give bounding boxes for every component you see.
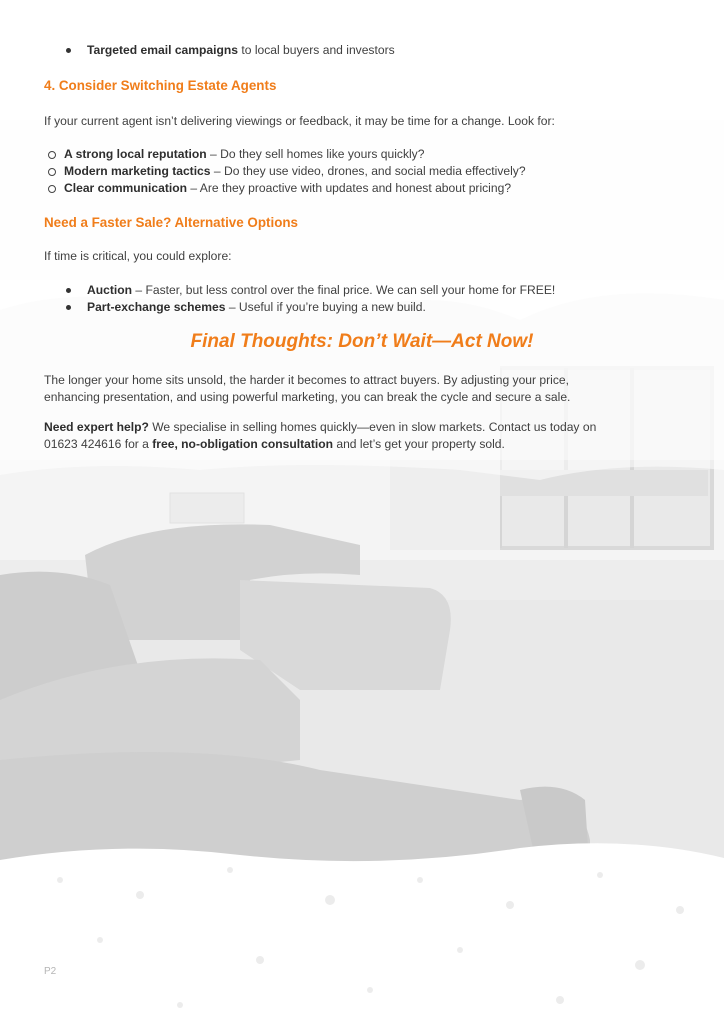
- section4-item-reputation: [64, 146, 424, 163]
- ring-bullet: [48, 185, 56, 193]
- item-text: – Are they proactive with updates and honest about pricing?: [186, 181, 512, 195]
- final-para1-line1: The longer your home sits unsold, the harder it becomes to attract buyers. By adjusting your price,: [44, 373, 569, 387]
- faster-sale-item-part-exchange: [87, 299, 426, 316]
- section4-item-marketing: [64, 163, 526, 180]
- item-text: – Do they use video, drones, and social media effectively?: [210, 164, 526, 178]
- section4-heading: 4. Consider Switching Estate Agents: [44, 78, 277, 93]
- intro-bullet-text: [87, 42, 395, 59]
- final-para1-line2: enhancing presentation, and using powerful marketing, you can break the cycle and secure a sale.: [44, 390, 571, 404]
- item-text: – Do they sell homes like yours quickly?: [206, 147, 425, 161]
- para2-text3: and let’s get your property sold.: [333, 437, 505, 451]
- consultation-bold: free, no-obligation consultation: [152, 437, 333, 451]
- section4-intro: If your current agent isn’t delivering viewings or feedback, it may be time for a change. Look for:: [44, 114, 555, 128]
- final-thoughts-heading: Final Thoughts: Don’t Wait—Act Now!: [190, 331, 534, 352]
- faster-sale-intro: If time is critical, you could explore:: [44, 249, 232, 263]
- expert-help-bold: Need expert help?: [44, 420, 149, 434]
- bullet-dot: [66, 305, 71, 310]
- section4-item-communication: [64, 180, 511, 197]
- phone-text: 01623 424616 for a: [44, 437, 153, 451]
- intro-bullet-bold: Targeted email campaigns: [87, 43, 239, 57]
- item-text: – Useful if you’re buying a new build.: [225, 300, 426, 314]
- final-para2-line1: [44, 419, 596, 436]
- ring-bullet: [48, 151, 56, 159]
- item-bold: A strong local reputation: [64, 147, 207, 161]
- page-number: P2: [44, 966, 57, 977]
- faster-sale-item-auction: [87, 282, 555, 299]
- item-bold: Part-exchange schemes: [87, 300, 226, 314]
- bullet-dot: [66, 48, 71, 53]
- bullet-dot: [66, 288, 71, 293]
- intro-bullet-rest: to local buyers and investors: [238, 43, 395, 57]
- final-para2-line2: [44, 436, 505, 453]
- item-bold: Clear communication: [64, 181, 187, 195]
- item-bold: Auction: [87, 283, 133, 297]
- faster-sale-heading: Need a Faster Sale? Alternative Options: [44, 215, 299, 230]
- para2-text1: We specialise in selling homes quickly—even in slow markets. Contact us today on: [148, 420, 597, 434]
- ring-bullet: [48, 168, 56, 176]
- item-bold: Modern marketing tactics: [64, 164, 211, 178]
- item-text: – Faster, but less control over the final price. We can sell your home for FREE!: [132, 283, 556, 297]
